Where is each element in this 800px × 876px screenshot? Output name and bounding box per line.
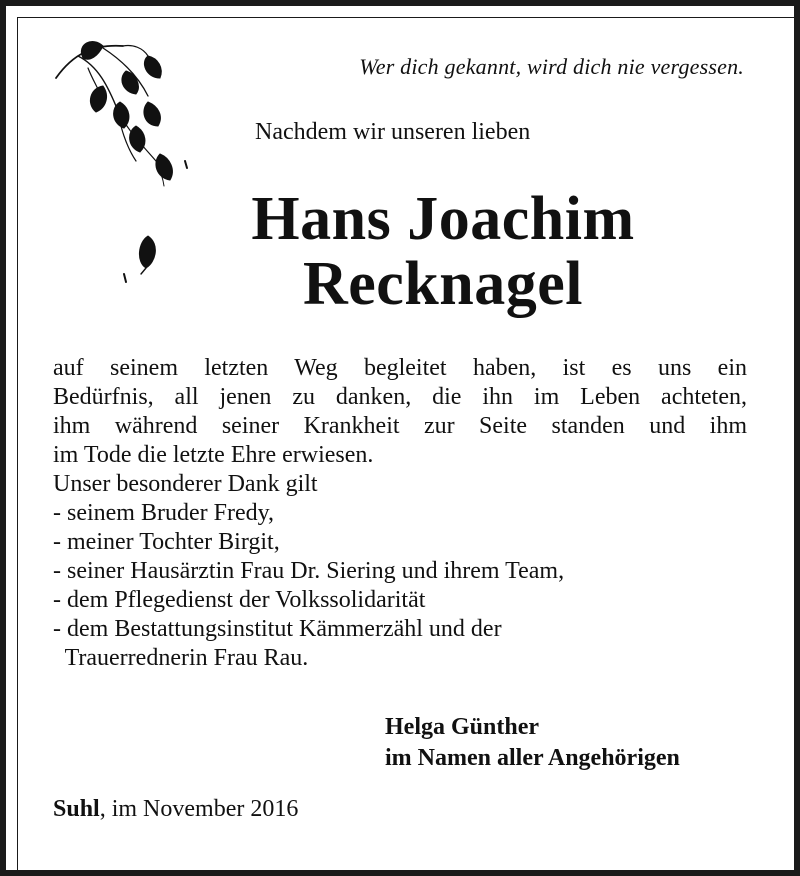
deceased-first-names: Hans Joachim xyxy=(251,185,635,253)
thanks-list-item: - seiner Hausärztin Frau Dr. Siering und ihrem Team, xyxy=(53,558,565,584)
paragraph-line: ihm während seiner Krankheit zur Seite standen und ihm xyxy=(53,413,747,439)
signature-on-behalf: im Namen aller Angehörigen xyxy=(385,745,680,771)
place-name: Suhl xyxy=(53,796,100,822)
thanks-text xyxy=(53,354,747,673)
thanks-list-item: - meiner Tochter Birgit, xyxy=(53,529,280,555)
place-date xyxy=(53,796,298,823)
thanks-list-item: - dem Bestattungsinstitut Kämmerzähl und der xyxy=(53,616,502,642)
paragraph-line: Bedürfnis, all jenen zu danken, die ihn im Leben achteten, xyxy=(53,384,747,410)
signature-block xyxy=(385,712,680,774)
motto-quote: Wer dich gekannt, wird dich nie vergessen. xyxy=(359,54,744,79)
signature-name: Helga Günther xyxy=(385,714,539,740)
paragraph-line: auf seinem letzten Weg begleitet haben, ist es uns ein xyxy=(53,355,747,381)
deceased-surname: Recknagel xyxy=(302,250,584,318)
date-text: , im November 2016 xyxy=(99,796,299,822)
thanks-list-item: - dem Pflegedienst der Volkssolidarität xyxy=(53,587,426,613)
paragraph-line: im Tode die letzte Ehre erwiesen. xyxy=(53,442,374,468)
thanks-list-item: Trauerrednerin Frau Rau. xyxy=(53,645,309,671)
thanks-intro: Unser besonderer Dank gilt xyxy=(53,471,318,497)
thanks-list-item: - seinem Bruder Fredy, xyxy=(53,500,275,526)
intro-line: Nachdem wir unseren lieben xyxy=(255,119,531,145)
